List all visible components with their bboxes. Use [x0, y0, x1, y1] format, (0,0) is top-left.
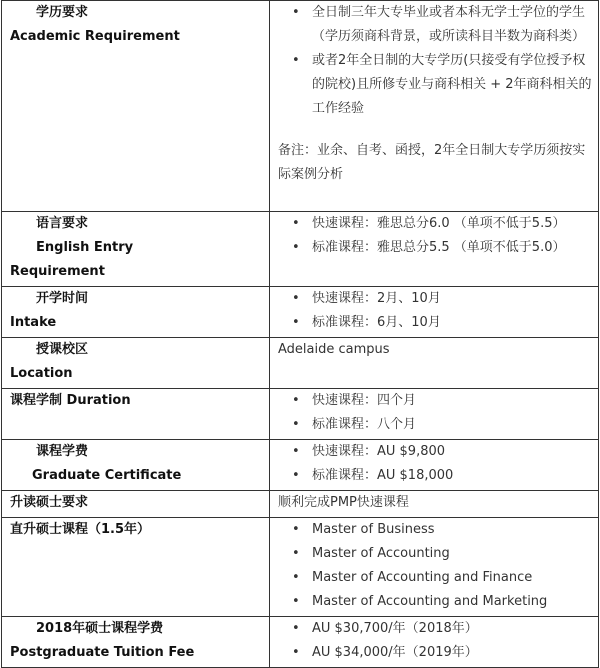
- list-item: • Master of Business: [278, 518, 592, 542]
- label-cell: [2, 518, 270, 617]
- label: 升读硕士要求: [10, 495, 89, 510]
- list-item: • 全日制三年大专毕业或者本科无学士学位的学生（学历须商科背景，或所读科目半数为商科类）: [278, 1, 592, 49]
- label-cell: [2, 491, 270, 518]
- list-item: • 标准课程：AU $18,000: [278, 464, 592, 488]
- label-cn: 2018年硕士课程学费: [36, 621, 164, 636]
- label-cell: [2, 338, 270, 389]
- label-cn: 学历要求: [36, 5, 89, 20]
- label-cell: [2, 212, 270, 287]
- label-en: Location: [10, 366, 73, 381]
- content-cell: [270, 338, 599, 389]
- content-cell: [270, 518, 599, 617]
- list-item: • 快速课程：AU $9,800: [278, 440, 592, 464]
- content-cell: [270, 440, 599, 491]
- list-item: • Master of Accounting and Marketing: [278, 590, 592, 614]
- label-cell: [2, 287, 270, 338]
- label-cell: [2, 617, 270, 668]
- label-en: Intake: [10, 315, 57, 330]
- table-row-master-req: [2, 491, 599, 518]
- label-en-2: Requirement: [10, 264, 105, 279]
- table-row-intake: [2, 287, 599, 338]
- list-item: • Master of Accounting and Finance: [278, 566, 592, 590]
- bullet-list: [278, 1, 592, 121]
- label-en: Academic Requirement: [10, 29, 180, 44]
- location-value: Adelaide campus: [278, 342, 390, 357]
- content-cell: [270, 287, 599, 338]
- list-item: • 或者2年全日制的大专学历(只接受有学位授予权的院校)且所修专业与商科相关 + 2年商科相关的工作经验: [278, 49, 592, 121]
- list-item: • 快速课程：四个月: [278, 389, 592, 413]
- requirements-table: [1, 0, 599, 668]
- label: 直升硕士课程（1.5年）: [10, 522, 151, 537]
- list-item: • AU $30,700/年（2018年）: [278, 617, 592, 641]
- table-row-direct: [2, 518, 599, 617]
- label-en: Postgraduate Tuition Fee: [10, 645, 195, 660]
- list-item: • 标准课程：6月、10月: [278, 311, 592, 335]
- label-cell: [2, 1, 270, 212]
- label-cn: 语言要求: [36, 216, 89, 231]
- list-item: • AU $34,000/年（2019年）: [278, 641, 592, 665]
- content-cell: [270, 212, 599, 287]
- table-row-english: [2, 212, 599, 287]
- master-req-value: 顺利完成PMP快速课程: [278, 495, 409, 510]
- bullet-list: [278, 440, 592, 488]
- list-item: • Master of Accounting: [278, 542, 592, 566]
- table-row-duration: [2, 389, 599, 440]
- content-cell: [270, 491, 599, 518]
- label: 课程学制 Duration: [10, 393, 131, 408]
- table-row-pg-fee: [2, 617, 599, 668]
- bullet-list: [278, 287, 592, 335]
- bullet-list: [278, 389, 592, 437]
- label-cn: 课程学费: [36, 444, 89, 459]
- label-cell: [2, 389, 270, 440]
- label-en: Graduate Certificate: [32, 468, 182, 483]
- bullet-list: [278, 518, 592, 614]
- list-item: • 快速课程：2月、10月: [278, 287, 592, 311]
- list-item: • 快速课程：雅思总分6.0 （单项不低于5.5）: [278, 212, 592, 236]
- note-text: 备注：业余、自考、函授，2年全日制大专学历须按实际案例分析: [278, 143, 586, 182]
- label-cell: [2, 440, 270, 491]
- bullet-list: [278, 617, 592, 665]
- table-row-academic: [2, 1, 599, 212]
- content-cell: [270, 389, 599, 440]
- content-cell: [270, 1, 599, 212]
- list-item: • 标准课程：八个月: [278, 413, 592, 437]
- label-en: English Entry: [36, 240, 134, 255]
- content-cell: [270, 617, 599, 668]
- list-item: • 标准课程：雅思总分5.5 （单项不低于5.0）: [278, 236, 592, 260]
- label-cn: 授课校区: [36, 342, 89, 357]
- table-row-fee: [2, 440, 599, 491]
- table-row-location: [2, 338, 599, 389]
- bullet-list: [278, 212, 592, 260]
- label-cn: 开学时间: [36, 291, 89, 306]
